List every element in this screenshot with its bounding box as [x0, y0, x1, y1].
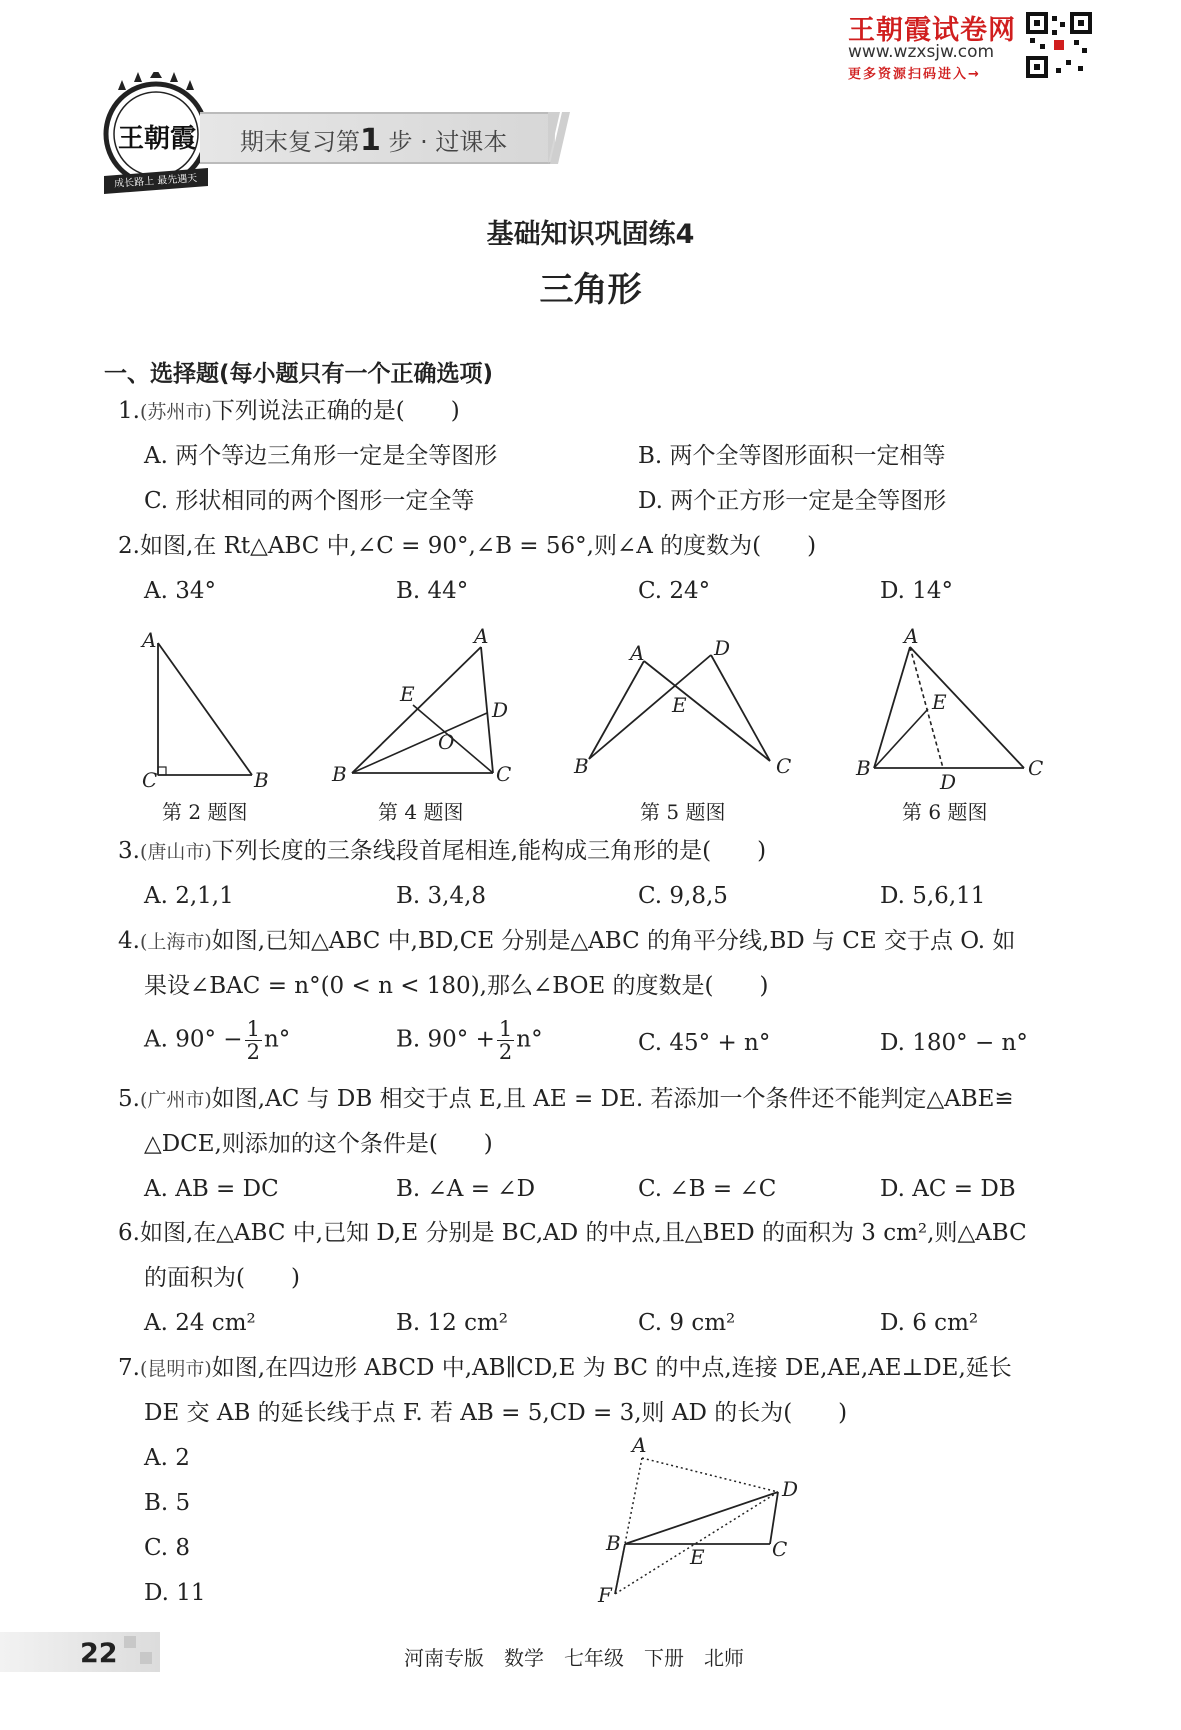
figure-2 [130, 625, 280, 795]
page-number: 22 [80, 1638, 118, 1669]
fig2-label-b: B [254, 768, 269, 792]
fig7-label-c: C [772, 1537, 788, 1561]
q7-option-d: D. 11 [144, 1580, 206, 1606]
figure-5-caption: 第 5 题图 [640, 800, 726, 824]
section-heading: 一、选择题(每小题只有一个正确选项) [104, 361, 494, 387]
logo-ribbon: 成长路上 最先遇天 [113, 173, 198, 190]
fig5-label-e: E [672, 693, 687, 717]
fig6-label-e: E [932, 690, 947, 714]
q1-option-c: C. 形状相同的两个图形一定全等 [144, 488, 475, 514]
fig4-label-o: O [438, 730, 455, 754]
fig6-label-d: D [940, 770, 957, 794]
q4-option-b: B. 90° + $\frac{1}{2}$ n° [396, 1017, 543, 1065]
page-subtitle: 基础知识巩固练4 [486, 219, 695, 250]
q4-option-d: D. 180° − n° [880, 1030, 1028, 1056]
q1-option-b: B. 两个全等图形面积一定相等 [638, 443, 946, 469]
fig7-label-b: B [606, 1531, 621, 1555]
q1-option-d: D. 两个正方形一定是全等图形 [638, 488, 947, 514]
figure-2-caption: 第 2 题图 [162, 800, 248, 824]
q4-option-c: C. 45° + n° [638, 1030, 771, 1056]
footer-decor [140, 1652, 152, 1664]
question-5-cont: △DCE,则添加的这个条件是( ) [144, 1131, 493, 1157]
question-3: 3.(唐山市)下列长度的三条线段首尾相连,能构成三角形的是( ) [118, 838, 767, 864]
figure-6 [848, 625, 1048, 795]
q5-option-d: D. AC = DB [880, 1176, 1016, 1202]
q3-option-a: A. 2,1,1 [144, 883, 234, 909]
q3-option-c: C. 9,8,5 [638, 883, 728, 909]
logo-text: 王朝霞 [118, 124, 197, 154]
fig5-label-b: B [574, 754, 589, 778]
q5-option-c: C. ∠B = ∠C [638, 1176, 777, 1202]
figure-4 [328, 625, 528, 795]
question-5: 5.(广州市)如图,AC 与 DB 相交于点 E,且 AE = DE. 若添加一个条件还不能判定△ABE≌ [118, 1086, 1014, 1112]
q5-option-a: A. AB = DC [144, 1176, 279, 1202]
q3-option-d: D. 5,6,11 [880, 883, 986, 909]
q7-option-c: C. 8 [144, 1535, 191, 1561]
question-4-cont: 果设∠BAC = n°(0 < n < 180),那么∠BOE 的度数是( ) [144, 973, 769, 999]
q6-option-a: A. 24 cm² [144, 1310, 256, 1336]
fig4-label-e: E [400, 682, 415, 706]
figure-7 [580, 1430, 820, 1610]
footer-info: 河南专版 数学 七年级 下册 北师 [404, 1646, 744, 1670]
q2-option-b: B. 44° [396, 578, 469, 604]
question-2: 2.如图,在 Rt△ABC 中,∠C = 90°,∠B = 56°,则∠A 的度数为( ) [118, 533, 817, 559]
fig6-label-b: B [856, 756, 871, 780]
q2-option-a: A. 34° [144, 578, 216, 604]
banner-stripes [548, 112, 578, 164]
figure-5 [566, 625, 806, 795]
q2-option-d: D. 14° [880, 578, 954, 604]
figure-4-caption: 第 4 题图 [378, 800, 464, 824]
question-4: 4.(上海市)如图,已知△ABC 中,BD,CE 分别是△ABC 的角平分线,BD 与 CE 交于点 O. 如 [118, 928, 1016, 954]
fig2-label-a: A [142, 628, 157, 652]
q7-option-a: A. 2 [144, 1445, 190, 1471]
site-tagline: 更多资源扫码进入→ [848, 67, 981, 82]
fig7-label-e: E [690, 1545, 705, 1569]
q4-option-a: A. 90° − $\frac{1}{2}$ n° [144, 1017, 291, 1065]
q3-option-b: B. 3,4,8 [396, 883, 487, 909]
question-1: 1.(苏州市)下列说法正确的是( ) [118, 398, 460, 424]
fig6-label-c: C [1028, 756, 1044, 780]
q5-option-b: B. ∠A = ∠D [396, 1176, 536, 1202]
figure-6-caption: 第 6 题图 [902, 800, 988, 824]
fig5-label-d: D [714, 636, 731, 660]
q6-option-b: B. 12 cm² [396, 1310, 509, 1336]
fig5-label-a: A [630, 641, 645, 665]
question-6: 6.如图,在△ABC 中,已知 D,E 分别是 BC,AD 的中点,且△BED 的面积为 3 cm²,则△ABC [118, 1220, 1027, 1246]
q6-option-d: D. 6 cm² [880, 1310, 979, 1336]
fig2-label-c: C [142, 768, 158, 792]
fig4-label-a: A [474, 625, 489, 648]
fig7-label-d: D [782, 1477, 799, 1501]
question-7-cont: DE 交 AB 的延长线于点 F. 若 AB = 5,CD = 3,则 AD 的长为( ) [144, 1400, 848, 1426]
site-url[interactable]: www.wzxsjw.com [848, 42, 995, 62]
fig7-label-a: A [632, 1433, 647, 1457]
fig4-label-c: C [496, 762, 512, 786]
site-name: 王朝霞试卷网 [848, 15, 1016, 46]
q6-option-c: C. 9 cm² [638, 1310, 736, 1336]
qr-code-icon[interactable] [1026, 12, 1092, 78]
page-title: 三角形 [539, 270, 642, 310]
q7-option-b: B. 5 [144, 1490, 191, 1516]
banner-title: 期末复习第1 步 · 过课本 [240, 123, 508, 158]
footer-decor [124, 1636, 136, 1648]
fig4-label-d: D [492, 698, 509, 722]
q1-option-a: A. 两个等边三角形一定是全等图形 [144, 443, 498, 469]
fig5-label-c: C [776, 754, 792, 778]
q2-option-c: C. 24° [638, 578, 711, 604]
fig7-label-f: F [598, 1583, 612, 1607]
fig6-label-a: A [904, 625, 919, 648]
question-7: 7.(昆明市)如图,在四边形 ABCD 中,AB∥CD,E 为 BC 的中点,连接 DE,AE,AE⊥DE,延长 [118, 1355, 1012, 1381]
fig4-label-b: B [332, 762, 347, 786]
question-6-cont: 的面积为( ) [144, 1265, 300, 1291]
